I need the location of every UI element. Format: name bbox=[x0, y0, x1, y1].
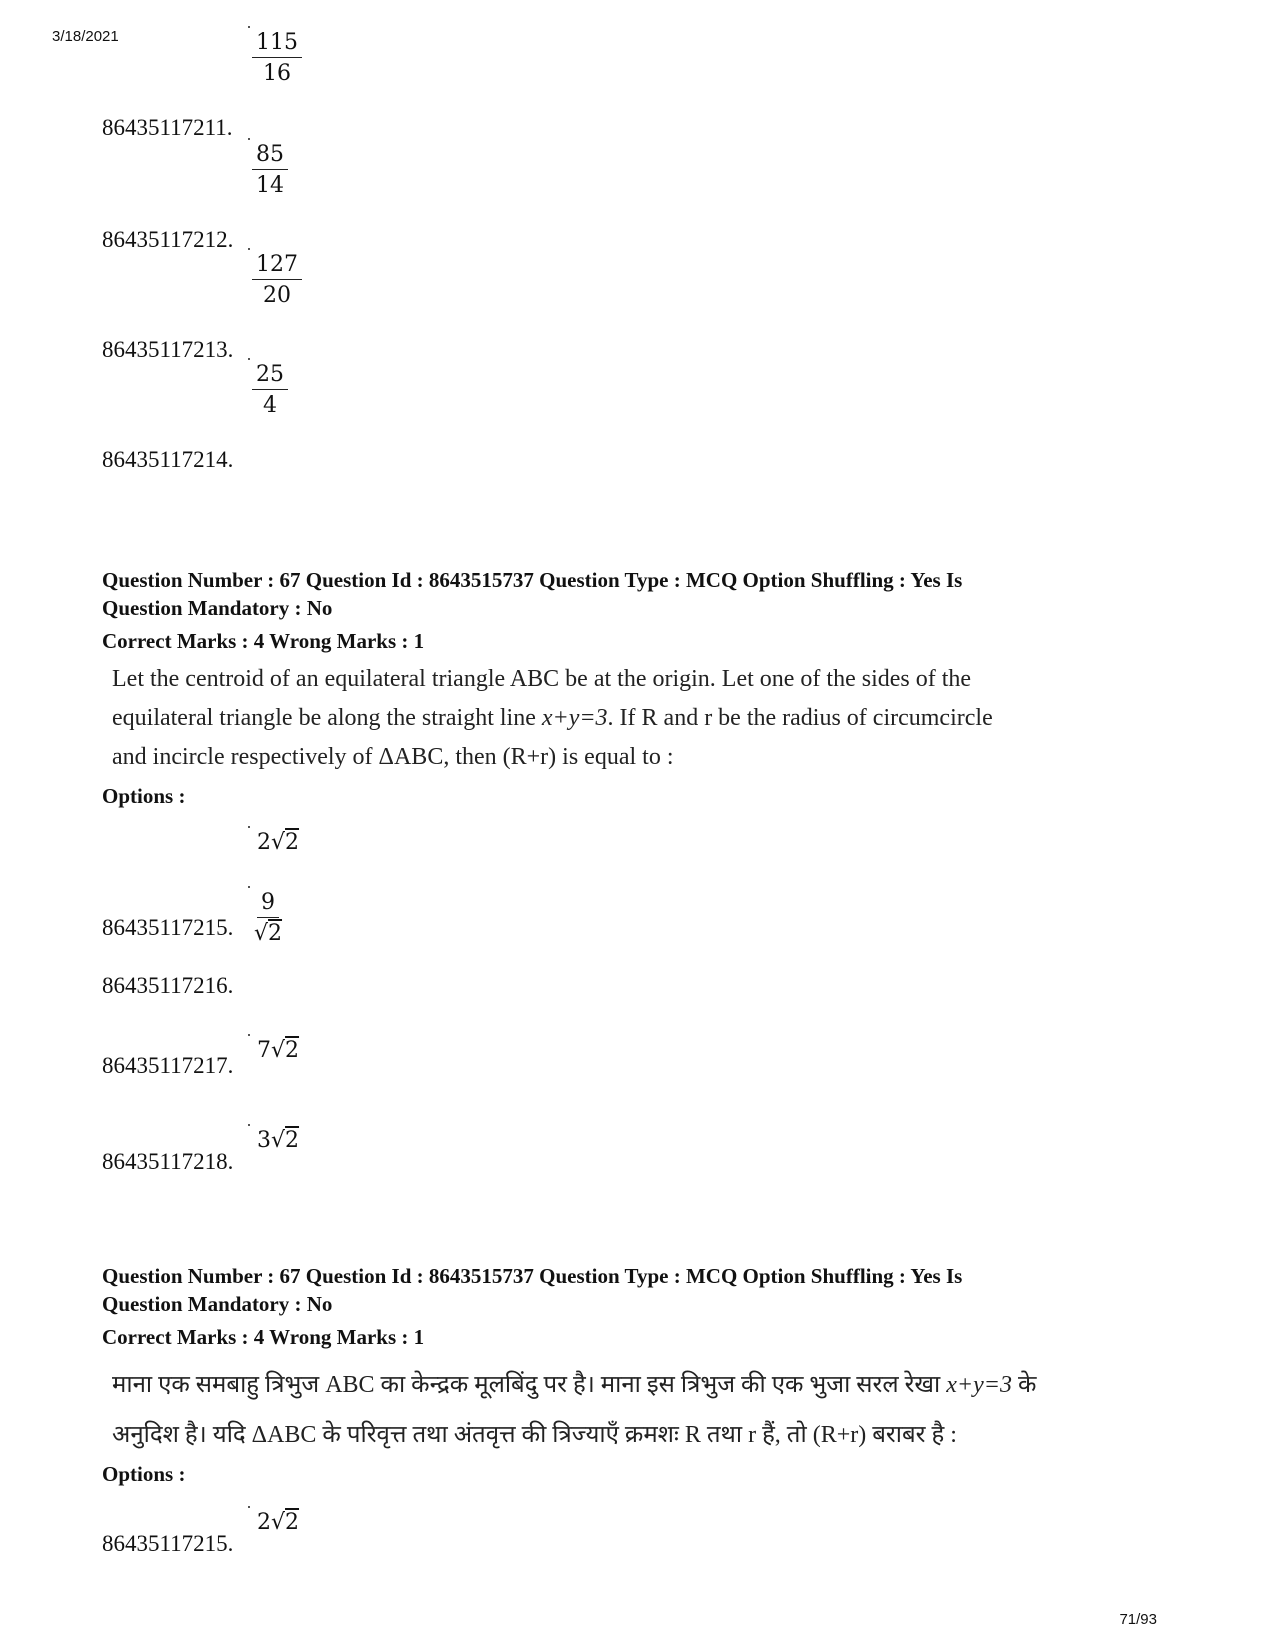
option-row bbox=[102, 30, 402, 140]
fraction: $\frac{25}{4}$ bbox=[252, 362, 288, 418]
option-id: 86435117215. bbox=[102, 915, 234, 940]
option-id: 86435117214. bbox=[102, 447, 234, 472]
radical-expression: 7√2 bbox=[257, 1038, 300, 1063]
page-number: 71/93 bbox=[1119, 1611, 1157, 1628]
question-header: Question Number : 67 Question Id : 8643515737 Question Type : MCQ Option Shuffling : Yes Is Question Mandatory : No bbox=[102, 568, 963, 620]
question-header: Question Number : 67 Question Id : 8643515737 Question Type : MCQ Option Shuffling : Yes Is Question Mandatory : No bbox=[102, 1264, 963, 1316]
fraction: $\frac{115}{16}$ bbox=[252, 30, 302, 86]
radical-expression: 3√2 bbox=[257, 1128, 300, 1153]
fraction: $\frac{9}{√2}$ bbox=[254, 890, 283, 946]
option-id: 86435117218. bbox=[102, 1149, 234, 1174]
option-row bbox=[102, 1510, 402, 1556]
print-date: 3/18/2021 bbox=[52, 28, 119, 45]
option-row bbox=[102, 252, 402, 362]
radical-expression: 2√2 bbox=[257, 830, 300, 855]
marks-line: Correct Marks : 4 Wrong Marks : 1 bbox=[102, 629, 425, 653]
option-row bbox=[102, 890, 402, 998]
question-text: Let the centroid of an equilateral triangle ABC be at the origin. Let one of the sides of the equilateral triangle be along the straight line x+y=3. If R and r be the radius of circumcircle and incircle respectively of ΔABC, then (R+r) is equal to : bbox=[112, 666, 993, 770]
fraction: $\frac{85}{14}$ bbox=[252, 142, 288, 198]
option-id: 86435117215. bbox=[102, 1531, 234, 1556]
option-row bbox=[102, 1038, 402, 1078]
options-label: Options : bbox=[102, 784, 186, 808]
option-id: 86435117211. bbox=[102, 115, 233, 140]
option-id: 86435117213. bbox=[102, 337, 234, 362]
fraction: $\frac{127}{20}$ bbox=[252, 252, 302, 308]
option-row bbox=[102, 142, 402, 252]
option-row bbox=[102, 362, 402, 472]
option-id: 86435117212. bbox=[102, 227, 234, 252]
marks-line: Correct Marks : 4 Wrong Marks : 1 bbox=[102, 1325, 425, 1349]
option-id: 86435117216. bbox=[102, 973, 234, 998]
option-id: 86435117217. bbox=[102, 1053, 234, 1078]
question-text-hindi: माना एक समबाहु त्रिभुज ABC का केन्द्रक मूलबिंदु पर है। माना इस त्रिभुज की एक भुजा सरल रेखा x+y=3 के अनुदिश है। यदि ΔABC के परिवृत्त तथा अंतवृत्त की त्रिज्याएँ क्रमशः R तथा r हैं, तो (R+r) बराबर है : bbox=[112, 1372, 1037, 1448]
option-row bbox=[102, 1128, 402, 1174]
options-label: Options : bbox=[102, 1462, 186, 1486]
radical-expression: 2√2 bbox=[257, 1510, 300, 1535]
